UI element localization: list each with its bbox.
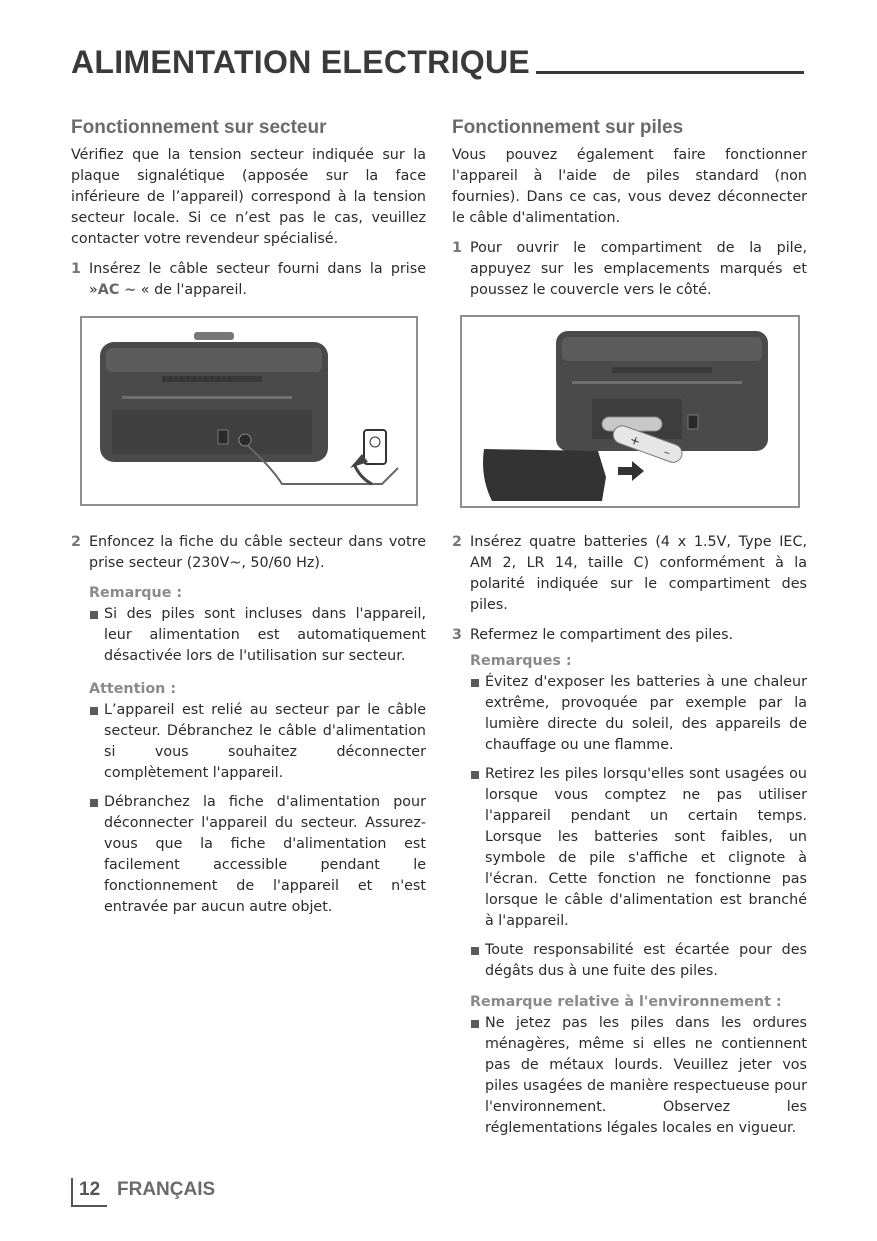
mains-intro: Vérifiez que la tension secteur indiquée sur la plaque signalétique (apposée sur la face inférieure de l’appareil) correspond à la tension secteur locale. Si ce n’est pas le cas, veuillez contacter votre revendeur spécialisé. [71, 147, 426, 247]
step-number: 2 [452, 534, 462, 550]
bullet-text: L’appareil est relié au secteur par le câble secteur. Débranchez le câble d'alimentation si vous souhaitez déconnecter complètement l'appareil. [104, 702, 426, 781]
page-number: 12 [79, 1179, 101, 1200]
section-heading-batteries: Fonctionnement sur piles [452, 117, 684, 138]
batteries-step-1 [452, 238, 807, 301]
attention-label: Attention : [89, 681, 177, 697]
figure-battery-compartment [460, 315, 800, 508]
square-bullet-icon [471, 947, 479, 955]
mains-step-2 [71, 532, 426, 574]
ac-socket-label: AC ~ [97, 282, 137, 298]
section-heading-mains: Fonctionnement sur secteur [71, 117, 327, 138]
language-label: FRANÇAIS [117, 1179, 216, 1200]
remark-label: Remarque : [89, 585, 183, 601]
square-bullet-icon [471, 771, 479, 779]
bullet-text: Évitez d'exposer les batteries à une chaleur extrême, provoquée par exemple par la lumière directe du soleil, des appareils de chauffage ou une flamme. [485, 674, 807, 753]
step-number: 1 [71, 261, 81, 277]
step-number: 3 [452, 627, 462, 643]
step-number: 2 [71, 534, 81, 550]
battery-illustration [462, 317, 798, 506]
remarks-bullet [452, 672, 807, 756]
polarity-minus-label: – [661, 444, 673, 460]
square-bullet-icon [90, 799, 98, 807]
step-text: Insérez quatre batteries (4 x 1.5V, Type IEC, AM 2, LR 14, taille C) conformément à la polarité indiquée sur le compartiment des piles. [470, 534, 807, 613]
step-text: Insérez le câble secteur fourni dans la prise » [89, 261, 426, 298]
bullet-text: Débranchez la fiche d'alimentation pour déconnecter l'appareil du secteur. Assurez-vous que la fiche d'alimentation est facilement accessible pendant le fonctionnement de l'appareil et n'est entravée par aucun autre objet. [104, 794, 426, 915]
radio-rear-illustration [82, 318, 416, 504]
figure-mains-connection [80, 316, 418, 506]
left-column [71, 117, 426, 926]
polarity-plus-label: + [627, 432, 643, 449]
batteries-step-3 [452, 625, 807, 646]
mains-step-1 [71, 259, 426, 301]
remark-bullet [71, 604, 426, 667]
footer-bar [71, 1178, 73, 1206]
square-bullet-icon [90, 707, 98, 715]
environment-label: Remarque relative à l'environnement : [470, 994, 782, 1010]
bullet-text: Si des piles sont incluses dans l'appareil, leur alimentation est automatiquement désactivée lors de l'utilisation sur secteur. [104, 606, 426, 664]
square-bullet-icon [471, 679, 479, 687]
title-rule [536, 71, 804, 74]
footer-underline [71, 1205, 107, 1207]
batteries-intro: Vous pouvez également faire fonctionner l'appareil à l'aide de piles standard (non fournies). Dans ce cas, vous devez déconnecter le câble d'alimentation. [452, 147, 807, 226]
remarks-bullet [452, 940, 807, 982]
bullet-text: Ne jetez pas les piles dans les ordures ménagères, même si elles ne contiennent pas de métaux lourds. Veuillez jeter vos piles usagées de manière respectueuse pour l'environnement. Observez les réglementations légales locales en vigueur. [485, 1015, 807, 1136]
bullet-text: Retirez les piles lorsqu'elles sont usagées ou lorsque vous comptez ne pas utiliser l'appareil pendant un certain temps. Lorsque les batteries sont faibles, un symbole de pile s'affiche et clignote à l'écran. Cette fonction ne fonctionne pas lorsque le câble d'alimentation est branché à l'appareil. [485, 766, 807, 929]
page-title: ALIMENTATION ELECTRIQUE [71, 44, 531, 80]
environment-bullet [452, 1013, 807, 1139]
step-text: Enfoncez la fiche du câble secteur dans votre prise secteur (230V~, 50/60 Hz). [89, 534, 426, 571]
step-text: Pour ouvrir le compartiment de la pile, appuyez sur les emplacements marqués et poussez le couvercle vers le côté. [470, 240, 807, 298]
step-text-end: « de l'appareil. [136, 282, 247, 298]
bullet-text: Toute responsabilité est écartée pour des dégâts dus à une fuite des piles. [485, 942, 807, 979]
remarks-label: Remarques : [470, 653, 572, 669]
remarks-bullet [452, 764, 807, 932]
step-number: 1 [452, 240, 462, 256]
attention-bullet [71, 792, 426, 918]
step-text: Refermez le compartiment des piles. [470, 627, 734, 643]
batteries-step-2 [452, 532, 807, 616]
right-column [452, 117, 807, 1147]
square-bullet-icon [471, 1020, 479, 1028]
attention-bullet [71, 700, 426, 784]
square-bullet-icon [90, 611, 98, 619]
